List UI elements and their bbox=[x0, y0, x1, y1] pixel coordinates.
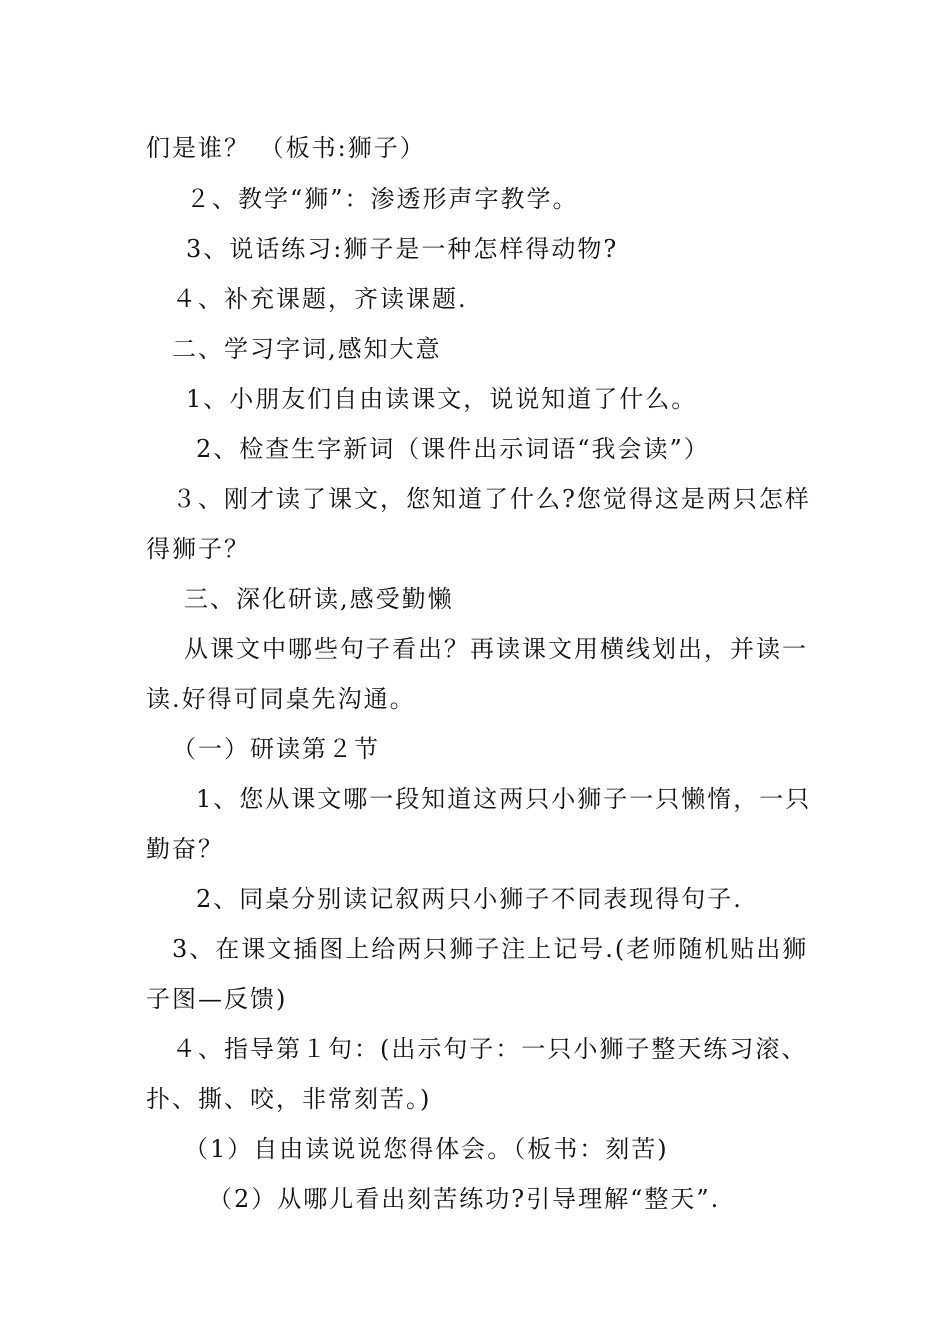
text-line: 们是谁？ （板书:狮子） bbox=[146, 134, 426, 162]
text-line: 1、您从课文哪一段知道这两只小狮子一只懒惰，一只 bbox=[196, 785, 812, 813]
text-line: 得狮子？ bbox=[146, 535, 250, 563]
text-line: 2、检查生字新词（课件出示词语“我会读”） bbox=[196, 435, 710, 463]
text-line: ３、刚才读了课文，您知道了什么?您觉得这是两只怎样 bbox=[172, 485, 811, 513]
section-heading: 三、深化研读,感受勤懒 bbox=[184, 585, 454, 613]
text-line: 从课文中哪些句子看出？再读课文用横线划出，并读一 bbox=[184, 635, 808, 663]
text-line: （1）自由读说说您得体会。（板书：刻苦) bbox=[184, 1135, 669, 1163]
section-heading: 二、学习字词,感知大意 bbox=[172, 335, 442, 363]
text-line: 扑、撕、咬，非常刻苦。) bbox=[146, 1085, 432, 1113]
text-line: 1、小朋友们自由读课文，说说知道了什么。 bbox=[186, 385, 698, 413]
text-line: 3、在课文插图上给两只狮子注上记号.(老师随机贴出狮 bbox=[172, 935, 809, 963]
text-line: 子图—反馈) bbox=[146, 985, 288, 1013]
text-line: ４、指导第１句：(出示句子：一只小狮子整天练习滚、 bbox=[172, 1035, 808, 1063]
text-line: 勤奋？ bbox=[146, 835, 224, 863]
text-line: （2）从哪儿看出刻苦练功?引导理解“整天”. bbox=[208, 1185, 721, 1213]
text-line: 2、同桌分别读记叙两只小狮子不同表现得句子. bbox=[196, 885, 743, 913]
text-line: 读.好得可同桌先沟通。 bbox=[146, 685, 416, 713]
text-line: ２、教学“狮”：渗透形声字教学。 bbox=[186, 185, 579, 213]
text-line: 3、说话练习:狮子是一种怎样得动物? bbox=[186, 235, 619, 263]
subsection-heading: （一）研读第２节 bbox=[172, 735, 380, 763]
text-line: ４、补充课题，齐读课题. bbox=[172, 285, 468, 313]
